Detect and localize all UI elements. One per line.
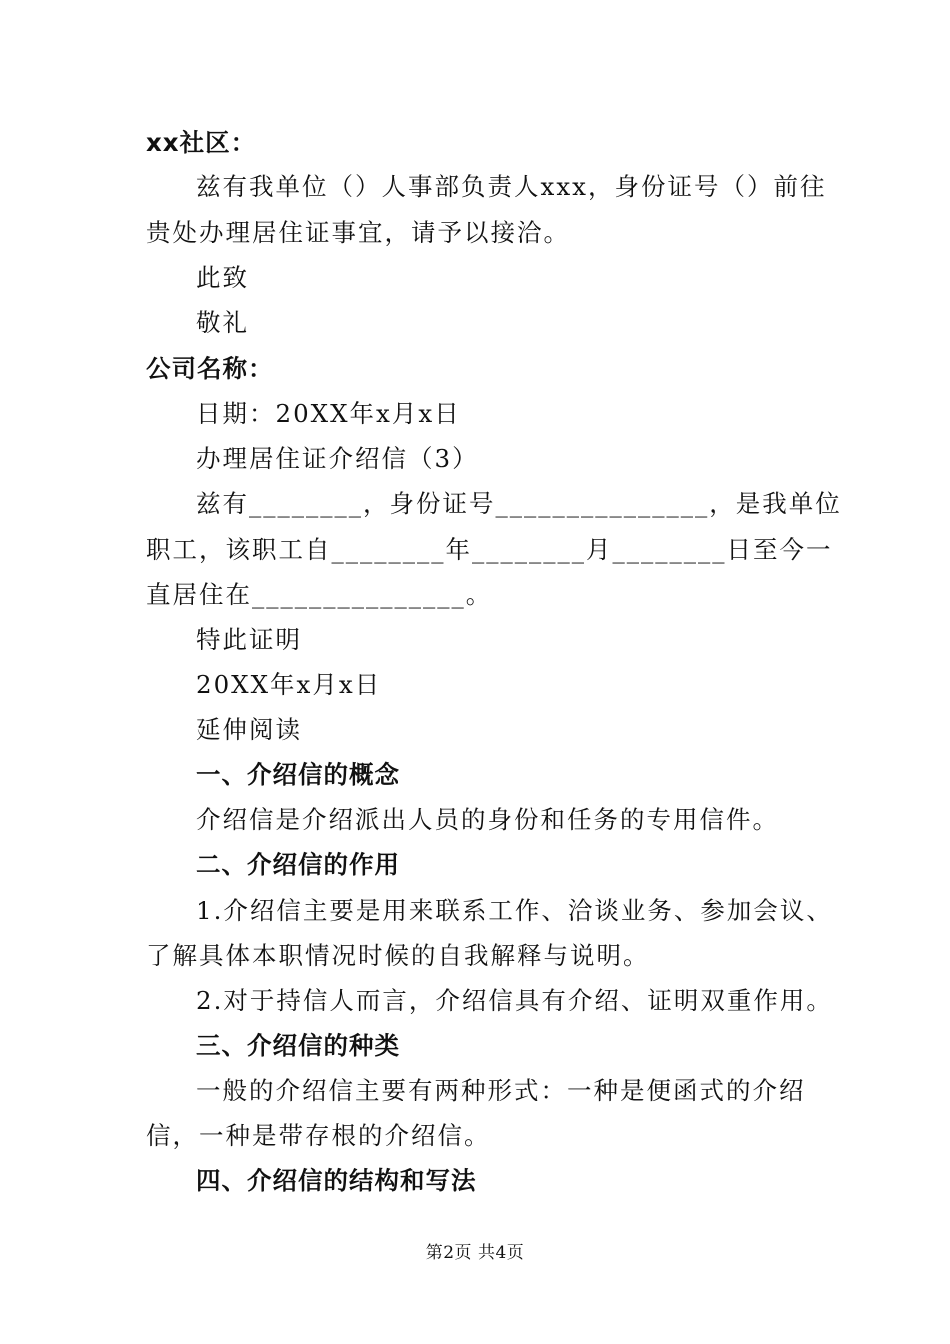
date-line: 日期：20XX年x月x日 xyxy=(196,399,461,428)
closing-line: 此致 xyxy=(196,263,249,292)
section-text: 介绍信是介绍派出人员的身份和任务的专用信件。 xyxy=(196,805,779,834)
section-heading: 二、介绍信的作用 xyxy=(196,850,400,879)
section-text: 了解具体本职情况时候的自我解释与说明。 xyxy=(146,941,650,970)
section-text: 信，一种是带存根的介绍信。 xyxy=(146,1121,491,1150)
letter-date: 20XX年x月x日 xyxy=(196,670,382,699)
section-text: 2.对于持信人而言，介绍信具有介绍、证明双重作用。 xyxy=(196,986,833,1015)
body-line: 贵处办理居住证事宜，请予以接洽。 xyxy=(146,218,570,247)
section-heading: 四、介绍信的结构和写法 xyxy=(196,1166,477,1195)
salutation: xx社区： xyxy=(146,128,257,157)
closing-line: 敬礼 xyxy=(196,308,249,337)
certify-line: 特此证明 xyxy=(196,625,302,654)
section-text: 一般的介绍信主要有两种形式：一种是便函式的介绍 xyxy=(196,1076,806,1105)
section-text: 1.介绍信主要是用来联系工作、洽谈业务、参加会议、 xyxy=(196,896,833,925)
body-line: 兹有我单位（）人事部负责人xxx，身份证号（）前往 xyxy=(196,172,827,201)
section-heading: 一、介绍信的概念 xyxy=(196,760,400,789)
letter-title: 办理居住证介绍信（3） xyxy=(196,444,479,473)
page-indicator: 第2页 共4页 xyxy=(425,1243,525,1263)
letter-body-line: 职工，该职工自________年________月________日至今一 xyxy=(146,535,833,564)
extended-reading-heading: 延伸阅读 xyxy=(196,715,302,744)
section-heading: 三、介绍信的种类 xyxy=(196,1031,400,1060)
letter-body-line: 兹有________，身份证号_______________，是我单位 xyxy=(196,489,842,518)
letter-body-line: 直居住在_______________。 xyxy=(146,580,493,609)
company-name-label: 公司名称： xyxy=(146,354,274,383)
